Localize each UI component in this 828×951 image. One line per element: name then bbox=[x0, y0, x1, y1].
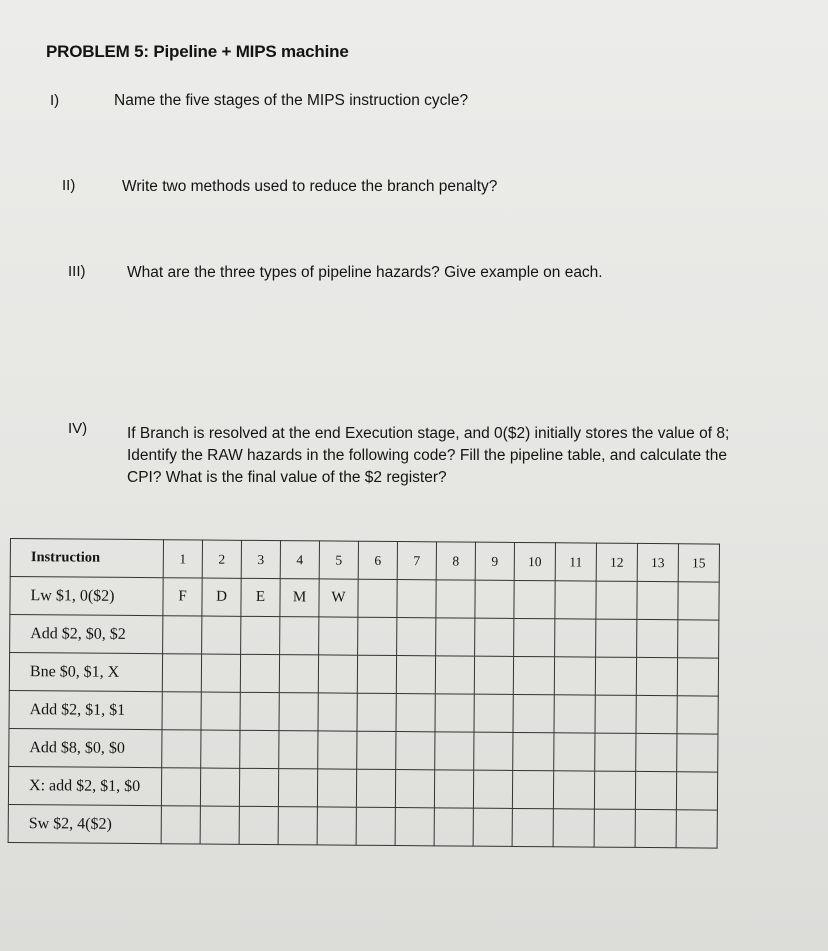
pipeline-cell[interactable] bbox=[596, 581, 637, 619]
pipeline-cell[interactable] bbox=[514, 580, 555, 618]
question-2-text: Write two methods used to reduce the branch penalty? bbox=[122, 178, 498, 195]
table-row bbox=[8, 804, 717, 848]
cycle-header: 7 bbox=[397, 542, 436, 580]
question-3-text: What are the three types of pipeline hazards? Give example on each. bbox=[127, 264, 603, 281]
pipeline-cell[interactable] bbox=[239, 768, 278, 806]
table-row bbox=[10, 615, 719, 659]
pipeline-cell[interactable] bbox=[636, 695, 677, 733]
pipeline-cell[interactable]: W bbox=[319, 579, 358, 617]
cycle-header: 4 bbox=[280, 541, 319, 579]
pipeline-cell[interactable] bbox=[474, 656, 513, 694]
pipeline-cell[interactable] bbox=[395, 770, 434, 808]
pipeline-cell[interactable] bbox=[200, 806, 239, 844]
cycle-header: 8 bbox=[436, 542, 475, 580]
table-row bbox=[9, 728, 718, 772]
pipeline-cell[interactable]: D bbox=[202, 578, 241, 616]
pipeline-cell[interactable] bbox=[635, 771, 676, 809]
instruction-cell: Lw $1, 0($2) bbox=[10, 577, 163, 616]
pipeline-table bbox=[8, 538, 720, 849]
pipeline-cell[interactable] bbox=[678, 620, 719, 658]
pipeline-cell[interactable] bbox=[239, 806, 278, 844]
pipeline-cell[interactable] bbox=[635, 809, 676, 847]
instruction-cell: X: add $2, $1, $0 bbox=[8, 766, 161, 805]
pipeline-cell[interactable] bbox=[474, 694, 513, 732]
pipeline-cell[interactable] bbox=[240, 692, 279, 730]
pipeline-cell[interactable] bbox=[396, 694, 435, 732]
pipeline-cell[interactable] bbox=[677, 658, 718, 696]
cycle-header: 11 bbox=[555, 543, 596, 581]
pipeline-cell[interactable] bbox=[397, 618, 436, 656]
pipeline-cell[interactable] bbox=[554, 695, 595, 733]
pipeline-cell[interactable] bbox=[356, 769, 395, 807]
pipeline-cell[interactable] bbox=[395, 808, 434, 846]
pipeline-cell[interactable]: M bbox=[280, 579, 319, 617]
instruction-cell: Add $2, $0, $2 bbox=[10, 615, 163, 654]
pipeline-cell[interactable] bbox=[553, 771, 594, 809]
question-1-text: Name the five stages of the MIPS instruction cycle? bbox=[114, 92, 469, 109]
instruction-cell: Sw $2, 4($2) bbox=[8, 804, 161, 843]
pipeline-cell[interactable] bbox=[677, 696, 718, 734]
pipeline-cell[interactable] bbox=[241, 616, 280, 654]
cycle-header: 5 bbox=[319, 541, 358, 579]
pipeline-cell[interactable] bbox=[279, 655, 318, 693]
pipeline-cell[interactable] bbox=[240, 730, 279, 768]
pipeline-cell[interactable] bbox=[594, 771, 635, 809]
pipeline-cell[interactable] bbox=[240, 654, 279, 692]
pipeline-cell[interactable] bbox=[435, 656, 474, 694]
pipeline-cell[interactable] bbox=[202, 616, 241, 654]
table-row bbox=[9, 690, 718, 734]
pipeline-cell[interactable] bbox=[201, 654, 240, 692]
pipeline-cell[interactable] bbox=[278, 769, 317, 807]
pipeline-cell[interactable] bbox=[512, 770, 553, 808]
pipeline-cell[interactable] bbox=[555, 619, 596, 657]
pipeline-cell[interactable] bbox=[436, 580, 475, 618]
pipeline-cell[interactable] bbox=[637, 619, 678, 657]
pipeline-cell[interactable] bbox=[678, 582, 719, 620]
pipeline-table-header bbox=[10, 539, 719, 583]
pipeline-cell[interactable] bbox=[554, 657, 595, 695]
pipeline-table-body bbox=[8, 577, 719, 849]
pipeline-cell[interactable] bbox=[596, 619, 637, 657]
pipeline-cell[interactable] bbox=[318, 731, 357, 769]
pipeline-cell[interactable] bbox=[357, 693, 396, 731]
pipeline-cell[interactable] bbox=[473, 808, 512, 846]
pipeline-cell[interactable] bbox=[434, 770, 473, 808]
pipeline-cell[interactable] bbox=[636, 733, 677, 771]
pipeline-cell[interactable] bbox=[201, 692, 240, 730]
pipeline-cell[interactable] bbox=[475, 580, 514, 618]
pipeline-cell[interactable] bbox=[318, 655, 357, 693]
instruction-column-header: Instruction bbox=[10, 539, 163, 578]
pipeline-cell[interactable] bbox=[279, 693, 318, 731]
pipeline-cell[interactable] bbox=[162, 692, 201, 730]
pipeline-cell[interactable] bbox=[357, 655, 396, 693]
instruction-cell: Bne $0, $1, X bbox=[9, 653, 162, 692]
pipeline-cell[interactable] bbox=[161, 806, 200, 844]
pipeline-cell[interactable] bbox=[318, 693, 357, 731]
pipeline-cell[interactable] bbox=[473, 770, 512, 808]
pipeline-cell[interactable] bbox=[396, 732, 435, 770]
table-row bbox=[8, 766, 717, 810]
pipeline-cell[interactable] bbox=[397, 580, 436, 618]
pipeline-cell[interactable] bbox=[513, 732, 554, 770]
cycle-header: 12 bbox=[596, 543, 637, 581]
pipeline-cell[interactable] bbox=[595, 733, 636, 771]
pipeline-cell[interactable] bbox=[162, 654, 201, 692]
pipeline-cell[interactable]: E bbox=[241, 578, 280, 616]
pipeline-cell[interactable] bbox=[594, 809, 635, 847]
problem-title: PROBLEM 5: Pipeline + MIPS machine bbox=[46, 42, 349, 61]
cycle-header: 3 bbox=[241, 540, 280, 578]
table-row bbox=[9, 653, 718, 697]
pipeline-cell[interactable] bbox=[474, 732, 513, 770]
pipeline-cell[interactable] bbox=[434, 808, 473, 846]
pipeline-cell[interactable] bbox=[595, 695, 636, 733]
pipeline-cell[interactable] bbox=[475, 618, 514, 656]
table-row bbox=[10, 577, 719, 621]
pipeline-cell[interactable] bbox=[279, 731, 318, 769]
pipeline-cell[interactable] bbox=[357, 731, 396, 769]
cycle-header: 13 bbox=[637, 543, 678, 581]
pipeline-cell[interactable] bbox=[358, 617, 397, 655]
pipeline-cell[interactable] bbox=[358, 579, 397, 617]
pipeline-cell[interactable] bbox=[436, 618, 475, 656]
pipeline-cell[interactable] bbox=[278, 807, 317, 845]
question-2-number: II) bbox=[62, 177, 76, 194]
question-4-number: IV) bbox=[68, 420, 88, 437]
pipeline-cell[interactable] bbox=[396, 656, 435, 694]
pipeline-cell[interactable] bbox=[435, 694, 474, 732]
cycle-header: 15 bbox=[678, 544, 719, 582]
pipeline-cell[interactable] bbox=[513, 694, 554, 732]
pipeline-cell[interactable] bbox=[161, 768, 200, 806]
pipeline-cell[interactable] bbox=[637, 581, 678, 619]
cycle-header: 10 bbox=[514, 542, 555, 580]
question-4-text: If Branch is resolved at the end Execution stage, and 0($2) initially stores the value of 8; Identify the RAW hazards in the following code? Fill the pipeline table, and calculate the CPI? What is the final value of the $2 register? bbox=[127, 425, 730, 486]
question-1-number: I) bbox=[50, 92, 60, 109]
pipeline-cell[interactable] bbox=[553, 809, 594, 847]
pipeline-cell[interactable] bbox=[555, 581, 596, 619]
pipeline-cell[interactable] bbox=[514, 618, 555, 656]
pipeline-cell[interactable] bbox=[200, 768, 239, 806]
pipeline-cell[interactable] bbox=[512, 808, 553, 846]
pipeline-cell[interactable]: F bbox=[163, 578, 202, 616]
instruction-cell: Add $8, $0, $0 bbox=[9, 728, 162, 767]
pipeline-cell[interactable] bbox=[676, 810, 717, 848]
cycle-header: 2 bbox=[202, 540, 241, 578]
pipeline-cell[interactable] bbox=[435, 732, 474, 770]
pipeline-cell[interactable] bbox=[595, 657, 636, 695]
pipeline-cell[interactable] bbox=[356, 807, 395, 845]
cycle-header: 9 bbox=[475, 542, 514, 580]
pipeline-cell[interactable] bbox=[554, 733, 595, 771]
instruction-cell: Add $2, $1, $1 bbox=[9, 690, 162, 729]
pipeline-cell[interactable] bbox=[676, 772, 717, 810]
pipeline-cell[interactable] bbox=[163, 616, 202, 654]
pipeline-cell[interactable] bbox=[636, 657, 677, 695]
cycle-header: 6 bbox=[358, 541, 397, 579]
pipeline-cell[interactable] bbox=[317, 807, 356, 845]
pipeline-cell[interactable] bbox=[513, 656, 554, 694]
pipeline-cell[interactable] bbox=[280, 617, 319, 655]
pipeline-cell[interactable] bbox=[162, 730, 201, 768]
pipeline-cell[interactable] bbox=[319, 617, 358, 655]
question-3-number: III) bbox=[68, 263, 86, 280]
pipeline-cell[interactable] bbox=[677, 734, 718, 772]
pipeline-cell[interactable] bbox=[317, 769, 356, 807]
cycle-header: 1 bbox=[163, 540, 202, 578]
pipeline-cell[interactable] bbox=[201, 730, 240, 768]
